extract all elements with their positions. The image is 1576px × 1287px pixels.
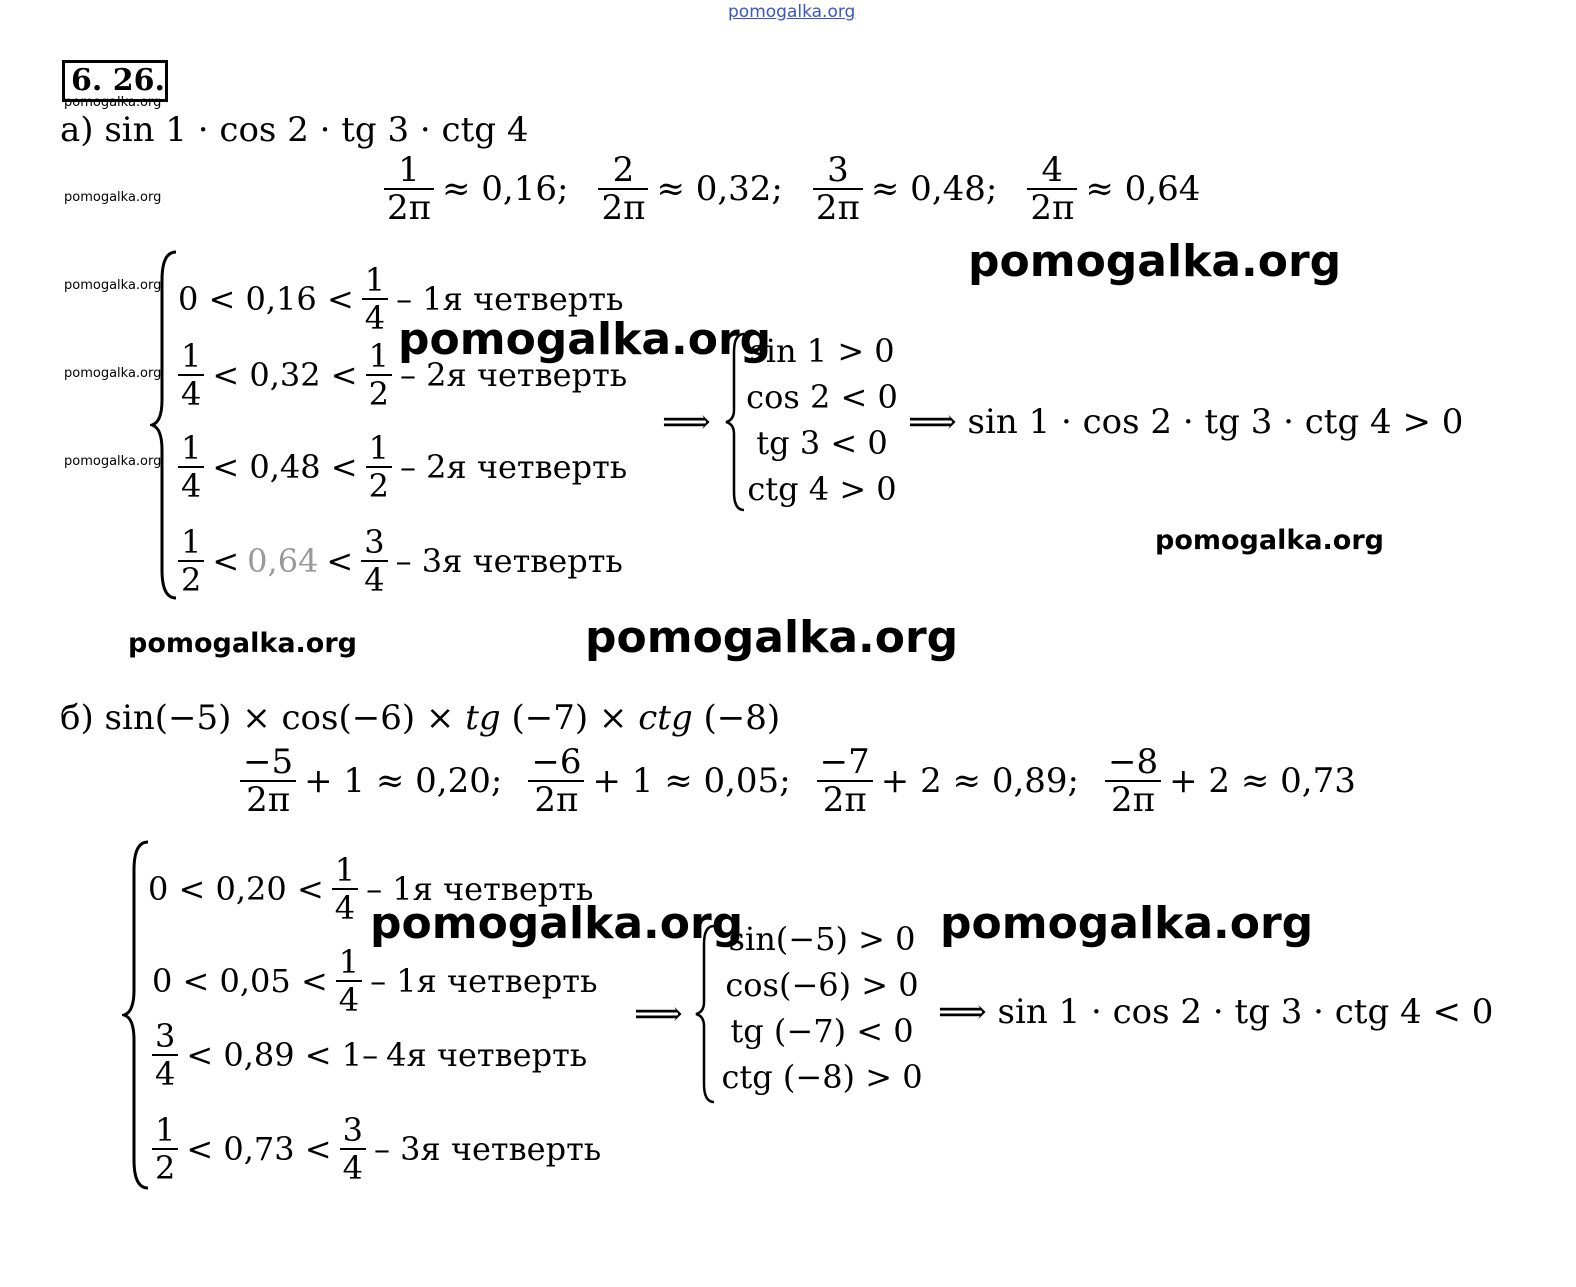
watermark-large-1: pomogalka.org <box>968 236 1342 287</box>
part-b-row-2: 0 < 0,05 < $\frac{1}{4}$ – 1я четверть <box>152 943 598 1019</box>
part-b-row-1: 0 < 0,20 < $\frac{1}{4}$ – 1я четверть <box>148 851 594 927</box>
part-b-result: ⟹ sin 1 · cos 2 · tg 3 · ctg 4 < 0 <box>938 992 1494 1032</box>
watermark-top: pomogalka.org <box>728 2 856 22</box>
watermark-xs-2: pomogalka.org <box>64 190 162 205</box>
part-b-implies: ⟹ <box>634 994 683 1034</box>
watermark-large-3: pomogalka.org <box>585 612 959 663</box>
part-a-title: а) sin 1 · cos 2 · tg 3 · ctg 4 <box>60 110 529 150</box>
part-a-row-4: $\frac{1}{2}$ < 0,64 < $\frac{3}{4}$ – 3я четверть <box>178 524 631 598</box>
part-b-signs: sin(−5) > 0 cos(−6) > 0 tg (−7) < 0 ctg (−8) > 0 <box>721 920 923 1096</box>
part-a-row-1: 0 < 0,16 < $\frac{1}{4}$ – 1я четверть <box>178 261 624 337</box>
watermark-xs-1: pomogalka.org <box>64 95 162 110</box>
part-b-title: б) sin(−5) × cos(−6) × tg (−7) × ctg (−8) <box>60 698 781 738</box>
brace-a-left <box>150 250 180 600</box>
part-a-signs: sin 1 > 0 cos 2 < 0 tg 3 < 0 ctg 4 > 0 <box>746 332 898 508</box>
part-b-approx: $\frac{-5}{2\pi}$ + 1 ≈ 0,20; $\frac{-6}{2\pi}$ + 1 ≈ 0,05; $\frac{-7}{2\pi}$ + 2 ≈ 0,89; $\frac{-8}{2\pi}$ + 2 ≈ 0,73 <box>240 744 1364 818</box>
watermark-small-2: pomogalka.org <box>128 628 357 659</box>
watermark-large-5: pomogalka.org <box>940 898 1314 949</box>
part-a-implies: ⟹ <box>662 402 711 442</box>
problem-number: 6. 26. <box>62 60 168 102</box>
part-a-row-3: $\frac{1}{4}$ < 0,48 < $\frac{1}{2}$ – 2я четверть <box>178 430 635 504</box>
watermark-xs-3: pomogalka.org <box>64 278 162 293</box>
watermark-large-2: pomogalka.org <box>398 314 772 365</box>
part-a-row-2: $\frac{1}{4}$ < 0,32 < $\frac{1}{2}$ – 2я четверть <box>178 338 635 412</box>
watermark-xs-5: pomogalka.org <box>64 454 162 469</box>
part-a-result: ⟹ sin 1 · cos 2 · tg 3 · ctg 4 > 0 <box>908 402 1464 442</box>
part-b-row-3: $\frac{3}{4}$ < 0,89 < 1– 4я четверть <box>152 1018 595 1092</box>
part-b-row-4: $\frac{1}{2}$ < 0,73 < $\frac{3}{4}$ – 3я четверть <box>152 1112 609 1186</box>
watermark-small-1: pomogalka.org <box>1155 525 1384 556</box>
part-a-approx: $\frac{1}{2\pi}$ ≈ 0,16; $\frac{2}{2\pi}$ ≈ 0,32; $\frac{3}{2\pi}$ ≈ 0,48; $\frac{4}{2\pi}$ ≈ 0,64 <box>384 152 1208 226</box>
watermark-large-4: pomogalka.org <box>370 898 744 949</box>
watermark-xs-4: pomogalka.org <box>64 366 162 381</box>
